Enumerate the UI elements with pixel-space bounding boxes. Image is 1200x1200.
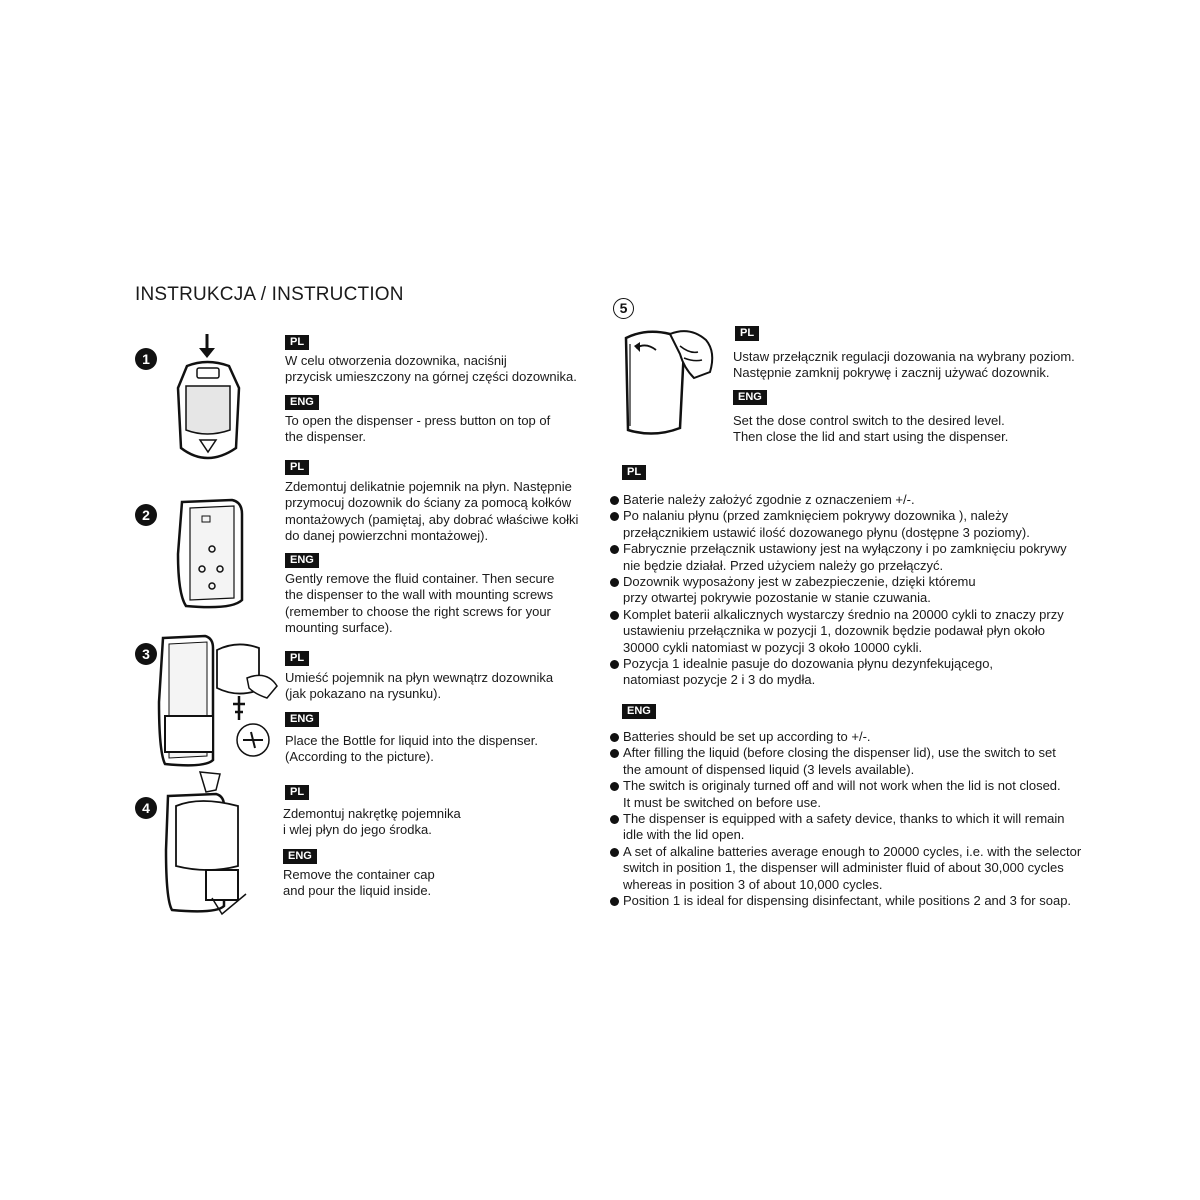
step-2-eng-text: Gently remove the fluid container. Then secure the dispenser to the wall with mounting screws (remember to choose the right screws for your mounting surface). <box>285 571 555 636</box>
step-2-backplate-illustration <box>172 494 252 614</box>
list-item: Baterie należy założyć zgodnie z oznaczeniem +/-. <box>610 492 1067 508</box>
list-item: The dispenser is equipped with a safety device, thanks to which it will remain idle with the lid open. <box>610 811 1081 844</box>
step-5-eng-text: Set the dose control switch to the desired level. Then close the lid and start using the dispenser. <box>733 413 1009 445</box>
step-4-pl-text: Zdemontuj nakrętkę pojemnika i wlej płyn do jego środka. <box>283 806 461 838</box>
step-1-pl-tag: PL <box>285 335 309 350</box>
list-item: Dozownik wyposażony jest w zabezpieczenie, dzięki któremu przy otwartej pokrywie pozostanie w stanie czuwania. <box>610 574 1067 607</box>
step-4-number: 4 <box>135 797 157 819</box>
notes-eng-tag: ENG <box>622 704 656 719</box>
list-item: Po nalaniu płynu (przed zamknięciem pokrywy dozownika ), należy przełącznikiem ustawić ilość dozowanego płynu (dostępne 3 poziomy). <box>610 508 1067 541</box>
page-title: INSTRUKCJA / INSTRUCTION <box>135 284 404 305</box>
list-item: After filling the liquid (before closing the dispenser lid), use the switch to set the amount of dispensed liquid (3 levels available). <box>610 745 1081 778</box>
step-5-close-lid-illustration <box>606 318 726 442</box>
step-2-pl-tag: PL <box>285 460 309 475</box>
step-2-eng-tag: ENG <box>285 553 319 568</box>
list-item: Komplet baterii alkalicznych wystarczy średnio na 20000 cykli to znaczy przy ustawieniu przełącznika w pozycji 1, dozownik będzie podawał płyn około 30000 cykli natomiast w pozycji 3 około 10000 cykli. <box>610 607 1067 656</box>
list-item: Fabrycznie przełącznik ustawiony jest na wyłączony i po zamknięciu pokrywy nie będzie działał. Przed użyciem należy go przełączyć. <box>610 541 1067 574</box>
step-1-eng-text: To open the dispenser - press button on top of the dispenser. <box>285 413 551 445</box>
step-4-pour-illustration <box>160 770 260 918</box>
step-3-pl-tag: PL <box>285 651 309 666</box>
step-2-number: 2 <box>135 504 157 526</box>
list-item: Batteries should be set up according to +/-. <box>610 729 1081 745</box>
step-3-eng-tag: ENG <box>285 712 319 727</box>
step-3-number: 3 <box>135 643 157 665</box>
step-4-pl-tag: PL <box>285 785 309 800</box>
list-item: Pozycja 1 idealnie pasuje do dozowania płynu dezynfekującego, natomiast pozycje 2 i 3 do mydła. <box>610 656 1067 689</box>
notes-pl-list <box>610 492 1067 689</box>
step-1-pl-text: W celu otworzenia dozownika, naciśnij przycisk umieszczony na górnej części dozownika. <box>285 353 577 385</box>
step-5-pl-text: Ustaw przełącznik regulacji dozowania na wybrany poziom. Następnie zamknij pokrywę i zacznij używać dozownik. <box>733 349 1075 381</box>
step-2-pl-text: Zdemontuj delikatnie pojemnik na płyn. Następnie przymocuj dozownik do ściany za pomocą kołków montażowych (pamiętaj, aby dobrać właściwe kołki do danej powierzchni montażowej). <box>285 479 579 544</box>
notes-eng-list <box>610 729 1081 909</box>
step-5-pl-tag: PL <box>735 326 759 341</box>
step-5-number: 5 <box>613 298 634 319</box>
step-3-bottle-illustration <box>155 632 285 772</box>
list-item: A set of alkaline batteries average enough to 20000 cycles, i.e. with the selector switch in position 1, the dispenser will administer fluid of about 30,000 cycles whereas in position 3 of about 10,000 cycles. <box>610 844 1081 893</box>
step-3-eng-text: Place the Bottle for liquid into the dispenser. (According to the picture). <box>285 733 538 765</box>
step-1-eng-tag: ENG <box>285 395 319 410</box>
step-3-pl-text: Umieść pojemnik na płyn wewnątrz dozownika (jak pokazano na rysunku). <box>285 670 554 702</box>
list-item: Position 1 is ideal for dispensing disinfectant, while positions 2 and 3 for soap. <box>610 893 1081 909</box>
step-1-number: 1 <box>135 348 157 370</box>
notes-pl-tag: PL <box>622 465 646 480</box>
list-item: The switch is originaly turned off and will not work when the lid is not closed. It must be switched on before use. <box>610 778 1081 811</box>
step-4-eng-text: Remove the container cap and pour the liquid inside. <box>283 867 435 899</box>
step-1-dispenser-illustration <box>172 332 252 470</box>
step-4-eng-tag: ENG <box>283 849 317 864</box>
step-5-eng-tag: ENG <box>733 390 767 405</box>
